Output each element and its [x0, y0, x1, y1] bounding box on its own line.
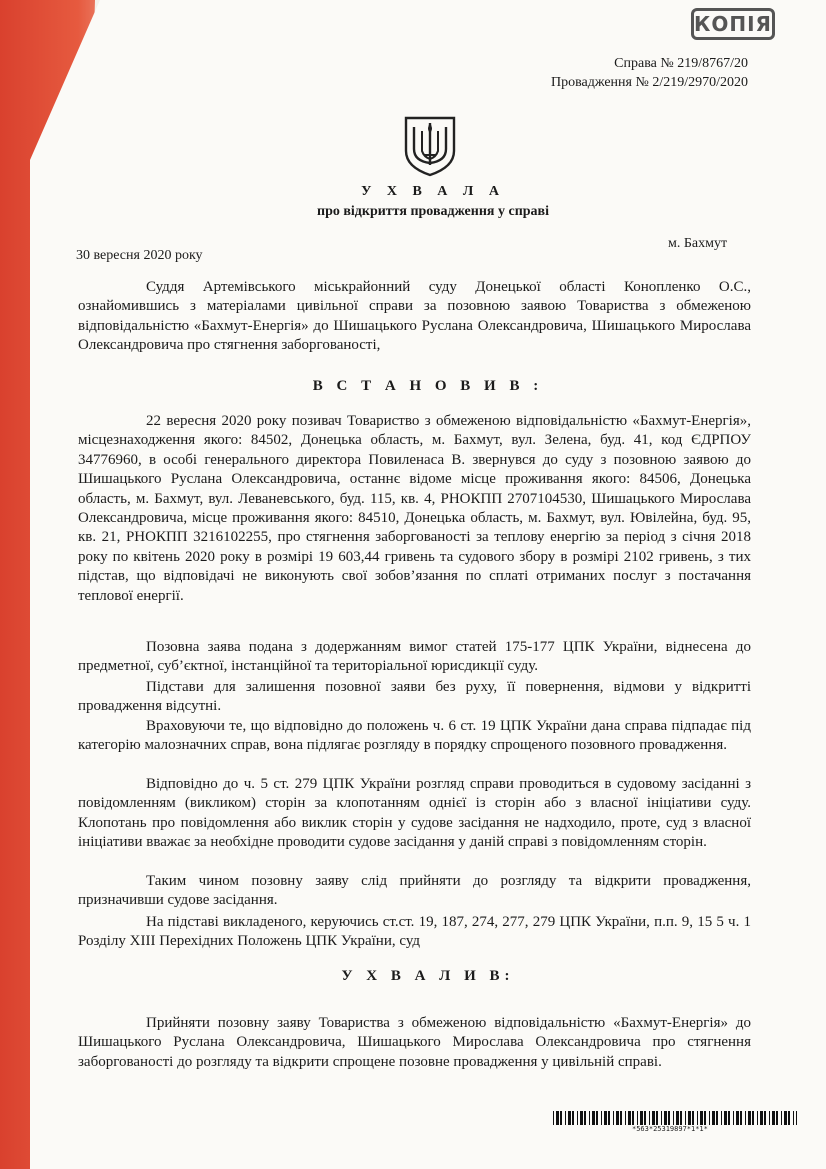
established-paragraph-7: На підставі викладеного, керуючись ст.ст. 19, 187, 274, 277, 279 ЦПК України, п.п. 9, 15 5 ч. 1 Розділу ХІІІ Перехідних Положень ЦПК України, суд	[78, 914, 751, 950]
established-paragraph-5: Відповідно до ч. 5 ст. 279 ЦПК України розгляд справи проводиться в судовому засіданні з повідомленням (викликом) сторін за клопотанням однієї із сторін або з власної ініціативи суду. Клопотань про повідомлення або виклик сторін у судове засідання не надходило, проте, суд з власної ініціативи вважає за необхідне проводити судове засідання у даній справі з повідомленням сторін.	[78, 776, 751, 851]
established-paragraph-3: Підстави для залишення позовної заяви без руху, її повернення, відмови у відкритті провадження відсутні.	[78, 679, 751, 715]
document-subtitle: про відкриття провадження у справі	[317, 204, 549, 219]
ruled-paragraph-1: Прийняти позовну заяву Товариства з обмеженою відповідальністю «Бахмут-Енергія» до Шишацького Руслана Олександровича, Шишацького Мирослава Олександровича про стягнення заборгованості до розгляду та відкрити спрощене позовне провадження у цивільній справі.	[78, 1015, 751, 1070]
barcode-number: *563*25319897*1*1*	[632, 1125, 708, 1133]
established-paragraph-6: Таким чином позовну заяву слід прийняти до розгляду та відкрити провадження, призначивши судове засідання.	[78, 873, 751, 909]
case-number: Справа № 219/8767/20	[614, 56, 748, 71]
section-established-heading: В С Т А Н О В И В :	[312, 378, 544, 394]
document-date: 30 вересня 2020 року	[76, 248, 203, 263]
document-city: м. Бахмут	[668, 236, 728, 251]
barcode-image	[553, 1111, 797, 1125]
intro-paragraph: Суддя Артемівського міськрайонний суду Донецької області Конопленко О.С., ознайомившись з матеріалами цивільної справи за позовною заявою Товариства з обмеженою відповідальністю «Бахмут-Енергія» до Шишацького Руслана Олександровича, Шишацького Мирослава Олександровича про стягнення заборгованості,	[78, 279, 751, 354]
proceeding-number: Провадження № 2/219/2970/2020	[550, 75, 748, 90]
established-paragraph-1: 22 вересня 2020 року позивач Товариство з обмеженою відповідальністю «Бахмут-Енергія», місцезнаходження якого: 84502, Донецька область, м. Бахмут, вул. Зелена, буд. 41, код ЄДРПОУ 34776960, в особі генерального директора Повиленаса В. звернувся до суду з позовною заявою до Шишацького Руслана Олександровича, останнє відоме місце проживання якого: 84506, Донецька область, м. Бахмут, вул. Леваневського, буд. 115, кв. 4, РНОКПП 2707104530, Шишацького Мирослава Олександровича, місце проживання якого: 84510, Донецька область, м. Бахмут, вул. Ювілейна, буд. 95, кв. 21, РНОКПП 3216102255, про стягнення заборгованості за теплову енергію за період з січня 2018 року по квітень 2020 року в розмірі 19 603,44 гривень та судового збору в розмірі 2102 гривень, з тих підстав, що відповідачі не виконують свої зобов’язання по сплаті отриманих послуг з постачання теплової енергії.	[78, 413, 751, 604]
section-ruled-heading: У Х В А Л И В:	[341, 968, 515, 984]
coat-of-arms-icon	[402, 115, 458, 177]
established-paragraph-2: Позовна заява подана з додержанням вимог статей 175-177 ЦПК України, віднесена до предметної, суб’єктної, інстанційної та територіальної юрисдикції суду.	[78, 639, 751, 675]
document-title: У Х В А Л А	[361, 184, 505, 199]
case-header	[551, 54, 748, 92]
established-paragraph-4: Враховуючи те, що відповідно до положень ч. 6 ст. 19 ЦПК України дана справа підпадає під категорію малозначних справ, вона підлягає розгляду в порядку спрощеного позовного провадження.	[78, 718, 751, 754]
copy-stamp: КОПІЯ	[691, 8, 775, 40]
